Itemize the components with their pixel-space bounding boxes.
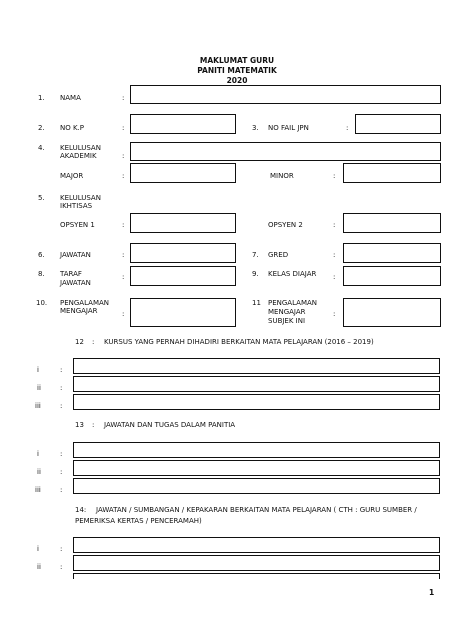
section-14-row-ii-label: ii bbox=[37, 563, 41, 571]
opsyen-2-label: OPSYEN 2 bbox=[268, 221, 303, 229]
opsyen-1-colon: : bbox=[122, 221, 125, 229]
section-12-row-ii-colon: : bbox=[60, 384, 63, 392]
section-13-row-i-colon: : bbox=[60, 450, 63, 458]
form-title: MAKLUMAT GURU bbox=[199, 56, 275, 65]
section-13-number: 13 bbox=[75, 421, 84, 429]
field-number-4: 4. bbox=[38, 144, 45, 152]
section-14-row-i-input[interactable] bbox=[73, 537, 440, 553]
jawatan-input[interactable] bbox=[130, 243, 236, 263]
no-kp-input[interactable] bbox=[130, 114, 236, 134]
kelas-diajar-colon: : bbox=[333, 273, 336, 281]
section-12-row-ii-input[interactable] bbox=[73, 376, 440, 392]
section-12-number: 12 bbox=[75, 338, 84, 346]
nama-colon: : bbox=[122, 94, 125, 102]
section-12-colon: : bbox=[92, 338, 95, 346]
no-kp-colon: : bbox=[122, 124, 125, 132]
section-13-row-ii-label: ii bbox=[37, 468, 41, 476]
field-number-11: 11 bbox=[252, 299, 261, 307]
field-number-6: 6. bbox=[38, 251, 45, 259]
minor-input[interactable] bbox=[343, 163, 441, 183]
section-12-row-iii-label: iii bbox=[35, 402, 41, 410]
section-14-row-i-colon: : bbox=[60, 545, 63, 553]
gred-label: GRED bbox=[268, 251, 289, 259]
pengalaman-mengajar-label-line2: MENGAJAR bbox=[60, 307, 98, 315]
section-14-row-i-label: i bbox=[37, 545, 39, 553]
kelulusan-ikhtisas-label-line1: KELULUSAN bbox=[60, 194, 101, 202]
form-subtitle: PANITI MATEMATIK bbox=[197, 66, 277, 75]
section-14-heading-line2: PEMERIKSA KERTAS / PENCERAMAH) bbox=[75, 517, 202, 525]
field-number-10: 10. bbox=[36, 299, 48, 307]
jawatan-label: JAWATAN bbox=[60, 251, 91, 259]
opsyen-2-colon: : bbox=[333, 221, 336, 229]
section-14-row-ii-colon: : bbox=[60, 563, 63, 571]
section-14-row-iii-input[interactable] bbox=[73, 573, 440, 579]
taraf-jawatan-input[interactable] bbox=[130, 266, 236, 286]
field-number-5: 5. bbox=[38, 194, 45, 202]
no-fail-jpn-input[interactable] bbox=[355, 114, 441, 134]
page-number: 1 bbox=[429, 588, 435, 597]
section-13-row-iii-input[interactable] bbox=[73, 478, 440, 494]
section-14-number: 14: bbox=[75, 506, 87, 514]
section-13-row-ii-input[interactable] bbox=[73, 460, 440, 476]
field-number-1: 1. bbox=[38, 94, 45, 102]
nama-input[interactable] bbox=[130, 85, 441, 104]
opsyen-2-input[interactable] bbox=[343, 213, 441, 233]
section-13-row-i-input[interactable] bbox=[73, 442, 440, 458]
kelas-diajar-label: KELAS DIAJAR bbox=[268, 270, 317, 278]
section-14-heading-line1: JAWATAN / SUMBANGAN / KEPAKARAN BERKAITAN MATA PELAJARAN ( CTH : GURU SUMBER / bbox=[96, 506, 417, 514]
form-year: 2020 bbox=[226, 76, 248, 85]
section-12-row-iii-colon: : bbox=[60, 402, 63, 410]
nama-label: NAMA bbox=[60, 94, 81, 102]
pengalaman-mengajar-colon: : bbox=[122, 310, 125, 318]
section-12-row-i-label: i bbox=[37, 366, 39, 374]
pengalaman-mengajar-label-line1: PENGALAMAN bbox=[60, 299, 110, 307]
section-13-row-iii-label: iii bbox=[35, 486, 41, 494]
opsyen-1-label: OPSYEN 1 bbox=[60, 221, 95, 229]
pengalaman-subjek-label-line1: PENGALAMAN bbox=[268, 299, 318, 307]
minor-colon: : bbox=[333, 172, 336, 180]
field-number-7: 7. bbox=[252, 251, 259, 259]
field-number-2: 2. bbox=[38, 124, 45, 132]
opsyen-1-input[interactable] bbox=[130, 213, 236, 233]
section-14-row-ii-input[interactable] bbox=[73, 555, 440, 571]
kelulusan-akademik-colon: : bbox=[122, 152, 125, 160]
section-12-row-i-input[interactable] bbox=[73, 358, 440, 374]
kelulusan-akademik-label-line1: KELULUSAN bbox=[60, 144, 101, 152]
kelulusan-akademik-input[interactable] bbox=[130, 142, 441, 161]
taraf-jawatan-label-line1: TARAF bbox=[60, 270, 82, 278]
section-12-row-ii-label: ii bbox=[37, 384, 41, 392]
kelulusan-ikhtisas-label-line2: IKHTISAS bbox=[60, 202, 93, 210]
field-number-8: 8. bbox=[38, 270, 45, 278]
pengalaman-subjek-label-line2: MENGAJAR bbox=[268, 308, 306, 316]
section-13-row-i-label: i bbox=[37, 450, 39, 458]
field-number-9: 9. bbox=[252, 270, 259, 278]
pengalaman-subjek-colon: : bbox=[333, 310, 336, 318]
pengalaman-subjek-label-line3: SUBJEK INI bbox=[268, 317, 306, 325]
taraf-jawatan-label-line2: JAWATAN bbox=[60, 279, 91, 287]
field-number-3: 3. bbox=[252, 124, 259, 132]
section-12-heading: KURSUS YANG PERNAH DIHADIRI BERKAITAN MATA PELAJARAN (2016 – 2019) bbox=[104, 338, 374, 346]
section-13-heading: JAWATAN DAN TUGAS DALAM PANITIA bbox=[104, 421, 236, 429]
major-label: MAJOR bbox=[60, 172, 84, 180]
pengalaman-subjek-input[interactable] bbox=[343, 298, 441, 327]
section-13-colon: : bbox=[92, 421, 95, 429]
section-13-row-ii-colon: : bbox=[60, 468, 63, 476]
taraf-jawatan-colon: : bbox=[122, 273, 125, 281]
pengalaman-mengajar-input[interactable] bbox=[130, 298, 236, 327]
no-fail-jpn-label: NO FAIL JPN bbox=[268, 124, 309, 132]
section-13-row-iii-colon: : bbox=[60, 486, 63, 494]
section-12-row-i-colon: : bbox=[60, 366, 63, 374]
jawatan-colon: : bbox=[122, 251, 125, 259]
no-fail-jpn-colon: : bbox=[346, 124, 349, 132]
major-input[interactable] bbox=[130, 163, 236, 183]
section-12-row-iii-input[interactable] bbox=[73, 394, 440, 410]
no-kp-label: NO K.P bbox=[60, 124, 85, 132]
kelulusan-akademik-label-line2: AKADEMIK bbox=[60, 152, 97, 160]
gred-colon: : bbox=[333, 251, 336, 259]
minor-label: MINOR bbox=[270, 172, 294, 180]
major-colon: : bbox=[122, 172, 125, 180]
gred-input[interactable] bbox=[343, 243, 441, 263]
kelas-diajar-input[interactable] bbox=[343, 266, 441, 286]
